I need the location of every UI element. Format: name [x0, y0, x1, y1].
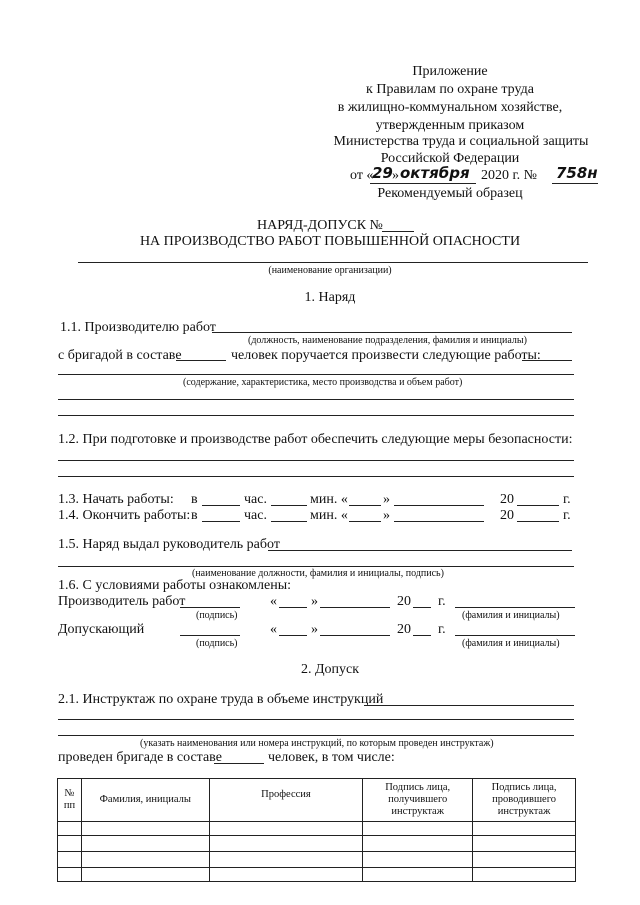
header-ministry: Министерства труда и социальной защиты [333, 134, 589, 149]
end-hour-field[interactable] [202, 521, 240, 522]
safety-line-2[interactable] [58, 476, 574, 477]
section-1-heading: 1. Наряд [304, 290, 356, 305]
order-number-handwritten: 758н [556, 164, 598, 182]
table-row[interactable] [58, 836, 576, 852]
issuer-field[interactable] [268, 550, 572, 551]
col-profession-header: Профессия [209, 779, 363, 822]
admitting-year-field[interactable] [413, 635, 431, 636]
producer-sign-field[interactable] [180, 607, 240, 608]
instructions-field[interactable] [364, 705, 574, 706]
brigade-label: с бригадой в составе [58, 348, 182, 363]
col-received-header: Подпись лица, получившего инструктаж [363, 779, 473, 822]
instructions-line-3[interactable] [58, 735, 574, 736]
organization-caption: (наименование организации) [268, 265, 392, 276]
permit-number-field[interactable] [382, 231, 414, 232]
admitting-sign-caption: (подпись) [196, 638, 238, 649]
admitting-label: Допускающий [58, 622, 145, 637]
instruction-table [57, 778, 576, 882]
p21-label: 2.1. Инструктаж по охране труда в объеме инструкций [58, 692, 384, 707]
admitting-sign-field[interactable] [180, 635, 240, 636]
works-line-1[interactable] [58, 374, 574, 375]
start-min-field[interactable] [271, 505, 307, 506]
p16-label: 1.6. С условиями работы ознакомлены: [58, 578, 292, 593]
start-month-field[interactable] [394, 505, 484, 506]
p12-label: 1.2. При подготовке и производстве работ обеспечить следующие меры безопасности: [58, 432, 573, 447]
works-field[interactable] [522, 360, 572, 361]
brigade2-label: проведен бригаде в составе [58, 750, 222, 765]
end-day-field[interactable] [349, 521, 381, 522]
brigade2-count-field[interactable] [214, 763, 264, 764]
date-day-handwritten: 29 [372, 164, 393, 182]
table-row[interactable] [58, 868, 576, 882]
producer-name-caption: (фамилия и инициалы) [462, 610, 560, 621]
end-month-field[interactable] [394, 521, 484, 522]
p13-label: 1.3. Начать работы: [58, 492, 174, 507]
table-header-row [58, 779, 576, 822]
p11-label: 1.1. Производителю работ [60, 320, 216, 335]
works-line-3[interactable] [58, 415, 574, 416]
date-month-handwritten: октября [400, 164, 470, 182]
p21-caption: (указать наименования или номера инструкций, по которым проведен инструктаж) [140, 738, 494, 749]
col-conducted-header: Подпись лица, проводившего инструктаж [473, 779, 576, 822]
col-name-header: Фамилия, инициалы [81, 779, 209, 822]
date-year: 2020 г. № [481, 168, 538, 183]
organization-field[interactable] [78, 262, 588, 263]
admitting-day-field[interactable] [279, 635, 307, 636]
brigade-count-field[interactable] [176, 360, 226, 361]
producer-label: Производитель работ [58, 594, 186, 609]
order-underline [552, 183, 598, 184]
end-year-field[interactable] [517, 521, 559, 522]
producer-sign-caption: (подпись) [196, 610, 238, 621]
recommended-sample: Рекомендуемый образец [377, 186, 523, 201]
works-caption: (содержание, характеристика, место производства и объем работ) [183, 377, 463, 388]
header-federation: Российской Федерации [380, 151, 520, 166]
p14-label: 1.4. Окончить работы: [58, 508, 191, 523]
table-row[interactable] [58, 822, 576, 836]
works-line-2[interactable] [58, 399, 574, 400]
header-housing: в жилищно-коммунальном хозяйстве, [337, 100, 563, 115]
admitting-month-field[interactable] [320, 635, 390, 636]
brigade2-text: человек, в том числе: [268, 750, 395, 765]
p15-caption: (наименование должности, фамилия и инициалы, подпись) [192, 568, 444, 579]
end-min-field[interactable] [271, 521, 307, 522]
header-appendix: Приложение [412, 64, 488, 79]
issuer-line-2[interactable] [58, 566, 574, 567]
start-year-field[interactable] [517, 505, 559, 506]
header-rules: к Правилам по охране труда [366, 82, 534, 97]
p15-label: 1.5. Наряд выдал руководитель работ [58, 537, 280, 552]
producer-field[interactable] [212, 332, 572, 333]
instructions-line-2[interactable] [58, 719, 574, 720]
table-row[interactable] [58, 852, 576, 868]
producer-name-field[interactable] [455, 607, 575, 608]
start-day-field[interactable] [349, 505, 381, 506]
producer-day-field[interactable] [279, 607, 307, 608]
section-2-heading: 2. Допуск [300, 662, 360, 677]
producer-month-field[interactable] [320, 607, 390, 608]
producer-year-field[interactable] [413, 607, 431, 608]
brigade-text: человек поручается произвести следующие работы: [231, 348, 541, 363]
safety-line-1[interactable] [58, 460, 574, 461]
header-approved: утвержденным приказом [375, 118, 525, 133]
date-underline [370, 183, 476, 184]
admitting-name-caption: (фамилия и инициалы) [462, 638, 560, 649]
date-prefix: от « [350, 168, 374, 183]
p11-caption: (должность, наименование подразделения, фамилия и инициалы) [248, 335, 527, 346]
doc-title-number: НАРЯД-ДОПУСК № [257, 218, 383, 233]
admitting-name-field[interactable] [455, 635, 575, 636]
col-number-header: № пп [58, 779, 82, 822]
start-hour-field[interactable] [202, 505, 240, 506]
doc-title: НА ПРОИЗВОДСТВО РАБОТ ПОВЫШЕННОЙ ОПАСНОСТИ [139, 234, 521, 249]
